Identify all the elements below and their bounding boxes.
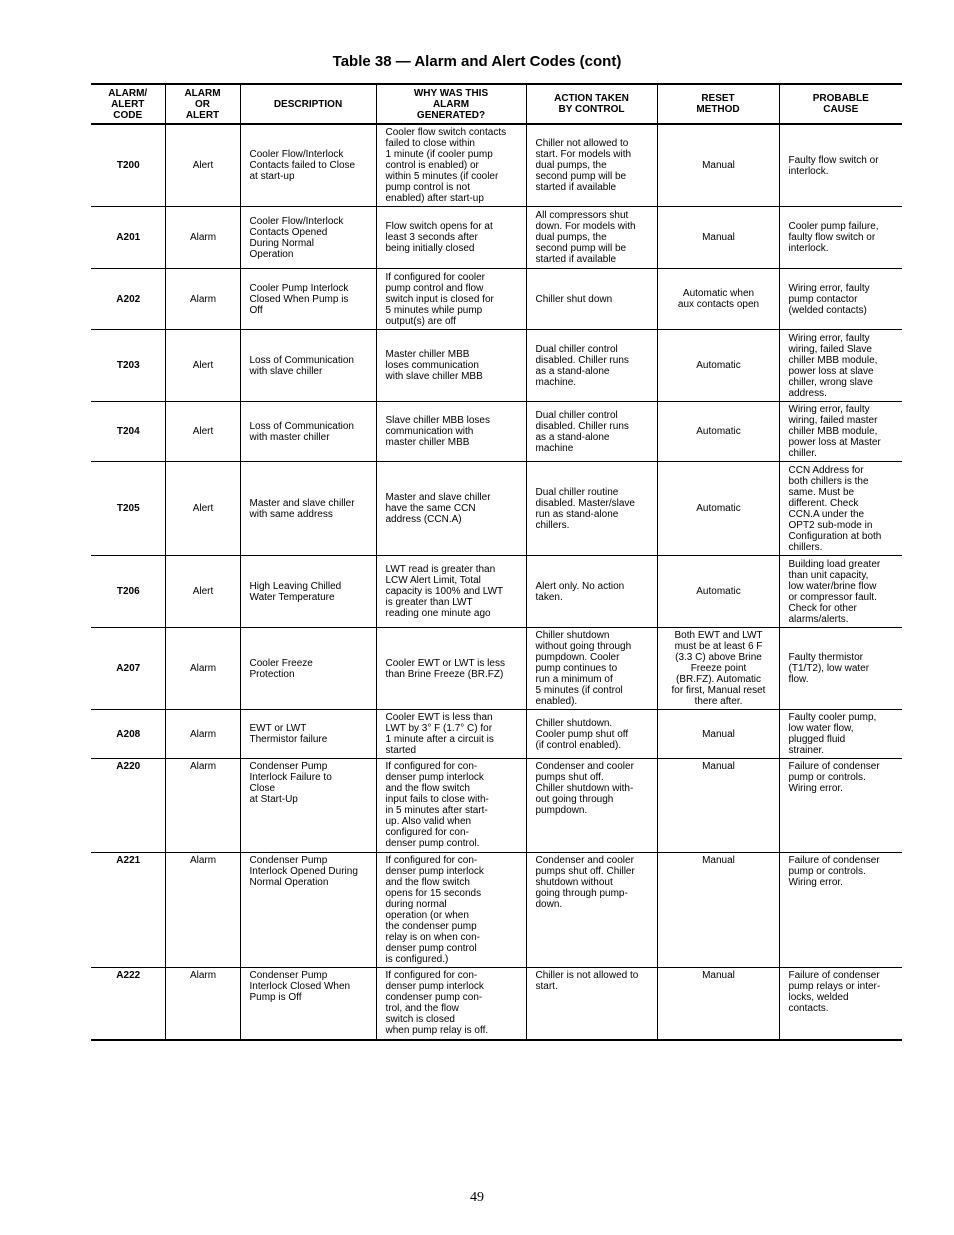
cell-action: Chiller shutdown. Cooler pump shut off (if control enabled). (526, 710, 657, 759)
cell-reset: Manual (657, 853, 779, 968)
cell-code: T206 (91, 556, 165, 628)
cell-action: Dual chiller control disabled. Chiller runs as a stand-alone machine. (526, 330, 657, 402)
cell-why: Master chiller MBB loses communication with slave chiller MBB (376, 330, 526, 402)
cell-why: If configured for con- denser pump interlock condenser pump con- trol, and the flow switch is closed when pump relay is off. (376, 968, 526, 1040)
alarm-alert-codes-table (91, 83, 902, 1041)
cell-why: Cooler EWT is less than LWT by 3° F (1.7° C) for 1 minute after a circuit is started (376, 710, 526, 759)
cell-code: A208 (91, 710, 165, 759)
cell-code: A202 (91, 269, 165, 330)
cell-code: A222 (91, 968, 165, 1040)
cell-cause: Wiring error, faulty wiring, failed Slave chiller MBB module, power loss at slave chiller, wrong slave address. (779, 330, 902, 402)
table-row (91, 853, 902, 968)
cell-action: All compressors shut down. For models with dual pumps, the second pump will be started if available (526, 207, 657, 269)
cell-type: Alert (165, 330, 240, 402)
cell-code: T203 (91, 330, 165, 402)
cell-code: A221 (91, 853, 165, 968)
page-number: 49 (470, 1190, 484, 1205)
cell-action: Chiller not allowed to start. For models with dual pumps, the second pump will be started if available (526, 124, 657, 207)
cell-code: A220 (91, 759, 165, 853)
cell-description: Condenser Pump Interlock Failure to Close at Start-Up (240, 759, 376, 853)
table-row (91, 968, 902, 1040)
cell-action: Chiller shut down (526, 269, 657, 330)
cell-type: Alert (165, 402, 240, 462)
cell-type: Alarm (165, 968, 240, 1040)
column-header-reset: RESET METHOD (657, 84, 779, 124)
cell-cause: Building load greater than unit capacity, low water/brine flow or compressor fault. Check for other alarms/alerts. (779, 556, 902, 628)
column-header-action: ACTION TAKEN BY CONTROL (526, 84, 657, 124)
cell-action: Dual chiller control disabled. Chiller runs as a stand-alone machine (526, 402, 657, 462)
cell-reset: Automatic (657, 330, 779, 402)
cell-description: Cooler Flow/Interlock Contacts Opened During Normal Operation (240, 207, 376, 269)
cell-action: Condenser and cooler pumps shut off. Chiller shutdown without going through pump- down. (526, 853, 657, 968)
column-header-why: WHY WAS THIS ALARM GENERATED? (376, 84, 526, 124)
cell-why: Cooler EWT or LWT is less than Brine Freeze (BR.FZ) (376, 628, 526, 710)
cell-description: EWT or LWT Thermistor failure (240, 710, 376, 759)
cell-reset: Manual (657, 968, 779, 1040)
cell-why: Cooler flow switch contacts failed to close within 1 minute (if cooler pump control is enabled) or within 5 minutes (if cooler pump control is not enabled) after start-up (376, 124, 526, 207)
table-row (91, 207, 902, 269)
cell-cause: Wiring error, faulty pump contactor (welded contacts) (779, 269, 902, 330)
cell-why: Slave chiller MBB loses communication with master chiller MBB (376, 402, 526, 462)
cell-code: A207 (91, 628, 165, 710)
column-header-code: ALARM/ ALERT CODE (91, 84, 165, 124)
cell-cause: CCN Address for both chillers is the same. Must be different. Check CCN.A under the OPT2 sub-mode in Configuration at both chillers. (779, 462, 902, 556)
table-row (91, 124, 902, 207)
cell-why: Master and slave chiller have the same CCN address (CCN.A) (376, 462, 526, 556)
column-header-description: DESCRIPTION (240, 84, 376, 124)
cell-cause: Failure of condenser pump or controls. Wiring error. (779, 759, 902, 853)
cell-type: Alarm (165, 269, 240, 330)
cell-type: Alarm (165, 759, 240, 853)
cell-description: Master and slave chiller with same address (240, 462, 376, 556)
cell-reset: Both EWT and LWT must be at least 6 F (3.3 C) above Brine Freeze point (BR.FZ). Automatic for first, Manual reset there after. (657, 628, 779, 710)
cell-reset: Automatic when aux contacts open (657, 269, 779, 330)
table-header-row (91, 84, 902, 124)
cell-code: T205 (91, 462, 165, 556)
cell-reset: Automatic (657, 402, 779, 462)
cell-type: Alarm (165, 207, 240, 269)
cell-action: Dual chiller routine disabled. Master/slave run as stand-alone chillers. (526, 462, 657, 556)
cell-why: If configured for con- denser pump interlock and the flow switch input fails to close with- in 5 minutes after start- up. Also valid when configured for con- denser pump control. (376, 759, 526, 853)
cell-description: High Leaving Chilled Water Temperature (240, 556, 376, 628)
table-row (91, 710, 902, 759)
cell-reset: Manual (657, 759, 779, 853)
cell-why: If configured for cooler pump control and flow switch input is closed for 5 minutes while pump output(s) are off (376, 269, 526, 330)
table-row (91, 759, 902, 853)
cell-reset: Manual (657, 710, 779, 759)
cell-code: A201 (91, 207, 165, 269)
cell-code: T204 (91, 402, 165, 462)
cell-description: Loss of Communication with slave chiller (240, 330, 376, 402)
table-title: Table 38 — Alarm and Alert Codes (cont) (332, 53, 622, 70)
cell-why: If configured for con- denser pump interlock and the flow switch opens for 15 seconds during normal operation (or when the condenser pump relay is on when con- denser pump control is configured.) (376, 853, 526, 968)
cell-reset: Manual (657, 207, 779, 269)
cell-action: Chiller is not allowed to start. (526, 968, 657, 1040)
cell-description: Cooler Freeze Protection (240, 628, 376, 710)
cell-description: Loss of Communication with master chiller (240, 402, 376, 462)
cell-cause: Cooler pump failure, faulty flow switch or interlock. (779, 207, 902, 269)
cell-description: Cooler Pump Interlock Closed When Pump is Off (240, 269, 376, 330)
table-row (91, 628, 902, 710)
cell-description: Cooler Flow/Interlock Contacts failed to Close at start-up (240, 124, 376, 207)
cell-type: Alarm (165, 710, 240, 759)
table-row (91, 402, 902, 462)
cell-why: LWT read is greater than LCW Alert Limit, Total capacity is 100% and LWT is greater than LWT reading one minute ago (376, 556, 526, 628)
cell-type: Alarm (165, 628, 240, 710)
cell-cause: Failure of condenser pump relays or inter- locks, welded contacts. (779, 968, 902, 1040)
cell-description: Condenser Pump Interlock Closed When Pump is Off (240, 968, 376, 1040)
cell-action: Alert only. No action taken. (526, 556, 657, 628)
cell-reset: Automatic (657, 556, 779, 628)
cell-code: T200 (91, 124, 165, 207)
cell-cause: Faulty flow switch or interlock. (779, 124, 902, 207)
cell-type: Alarm (165, 853, 240, 968)
table-row (91, 330, 902, 402)
table-row (91, 556, 902, 628)
cell-reset: Manual (657, 124, 779, 207)
cell-reset: Automatic (657, 462, 779, 556)
column-header-type: ALARM OR ALERT (165, 84, 240, 124)
cell-why: Flow switch opens for at least 3 seconds after being initially closed (376, 207, 526, 269)
table-row (91, 462, 902, 556)
cell-cause: Failure of condenser pump or controls. Wiring error. (779, 853, 902, 968)
cell-type: Alert (165, 556, 240, 628)
cell-action: Chiller shutdown without going through pumpdown. Cooler pump continues to run a minimum of 5 minutes (if control enabled). (526, 628, 657, 710)
cell-action: Condenser and cooler pumps shut off. Chiller shutdown with- out going through pumpdown. (526, 759, 657, 853)
cell-cause: Faulty cooler pump, low water flow, plugged fluid strainer. (779, 710, 902, 759)
column-header-cause: PROBABLE CAUSE (779, 84, 902, 124)
cell-description: Condenser Pump Interlock Opened During Normal Operation (240, 853, 376, 968)
cell-cause: Faulty thermistor (T1/T2), low water flow. (779, 628, 902, 710)
cell-cause: Wiring error, faulty wiring, failed master chiller MBB module, power loss at Master chiller. (779, 402, 902, 462)
table-row (91, 269, 902, 330)
cell-type: Alert (165, 462, 240, 556)
cell-type: Alert (165, 124, 240, 207)
